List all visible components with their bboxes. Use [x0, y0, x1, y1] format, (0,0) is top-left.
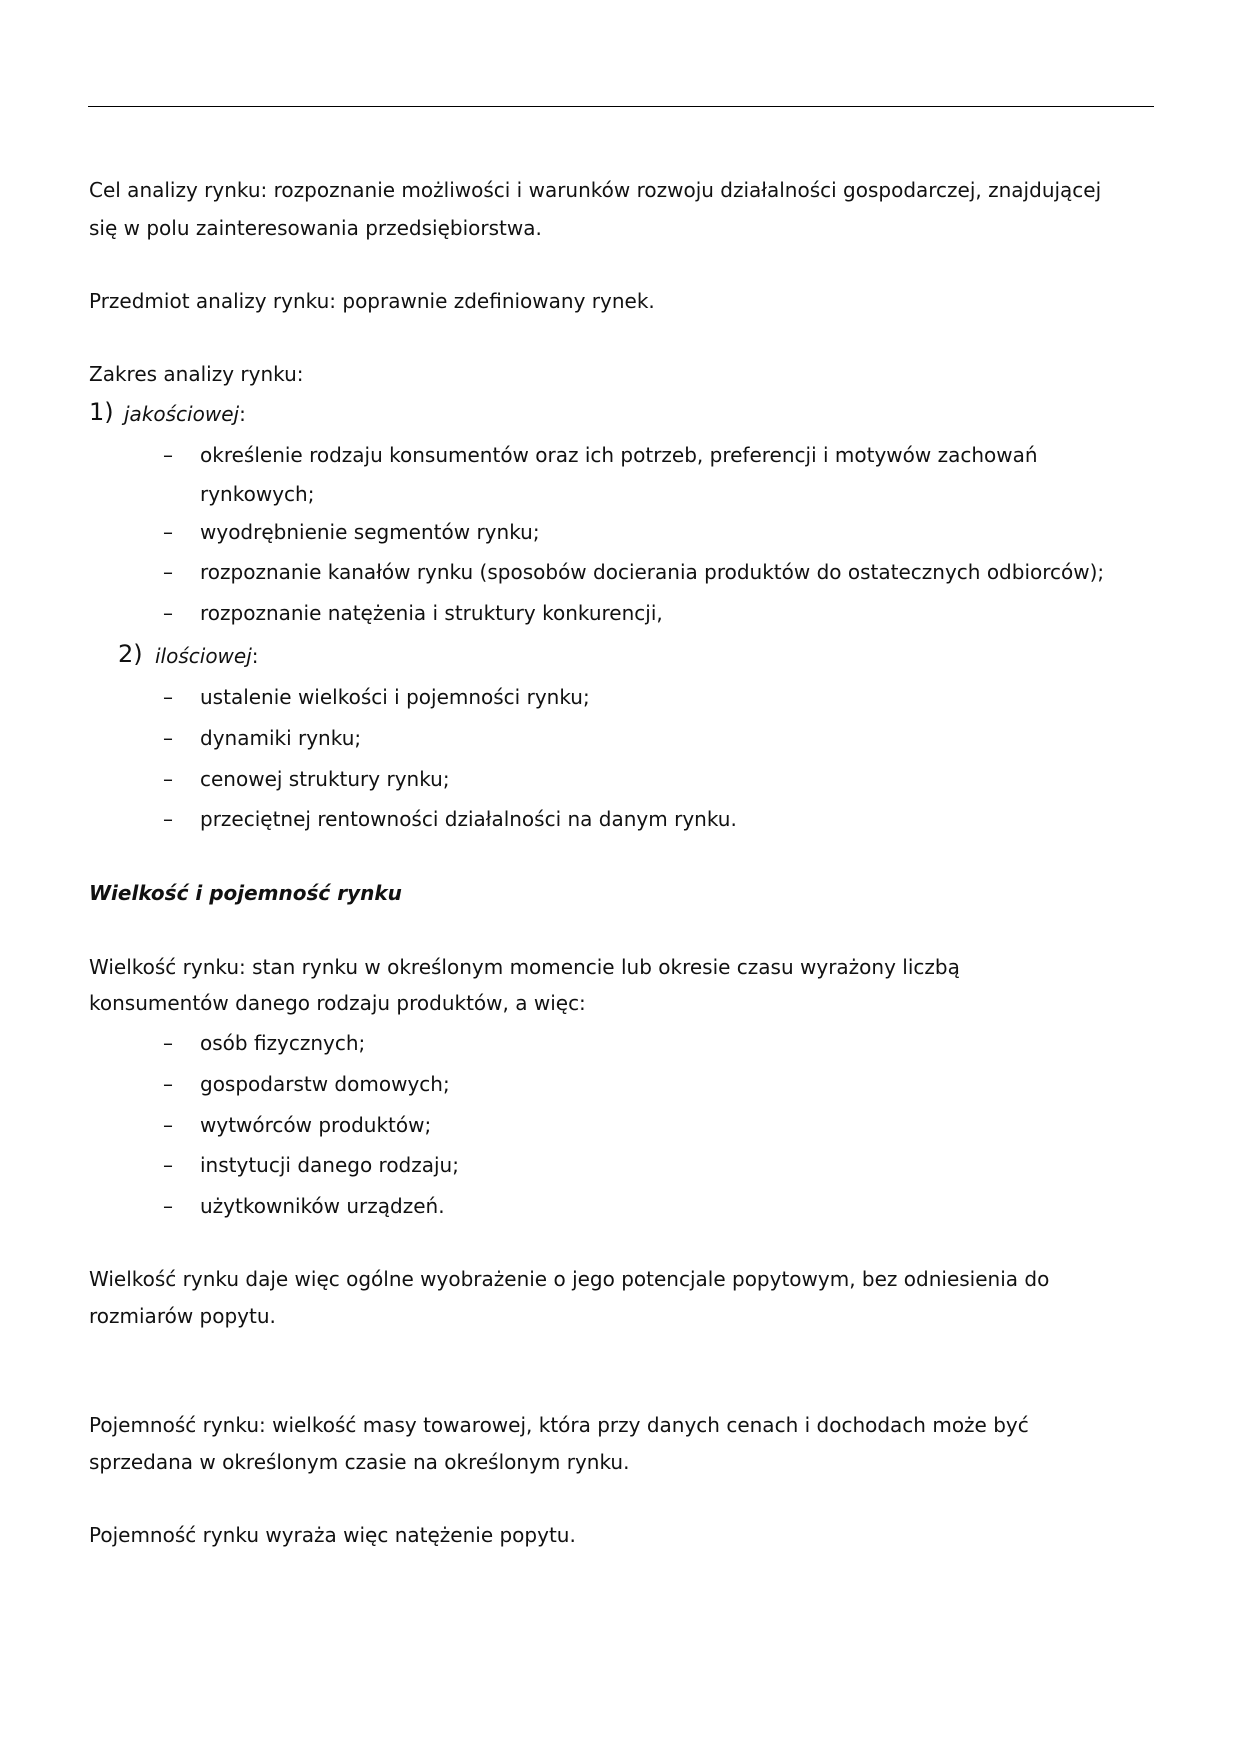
- list-item: cenowej struktury rynku;: [200, 767, 450, 791]
- list-number-1: 1): [89, 398, 114, 426]
- list-item: wytwórców produktów;: [200, 1113, 432, 1137]
- subject-line: Przedmiot analizy rynku: poprawnie zdefiniowany rynek.: [89, 289, 655, 313]
- bullet-dash: –: [163, 1072, 173, 1096]
- bullet-dash: –: [163, 443, 173, 467]
- bullet-dash: –: [163, 1153, 173, 1177]
- bullet-dash: –: [163, 726, 173, 750]
- market-size-definition-line-2: konsumentów danego rodzaju produktów, a więc:: [89, 991, 586, 1015]
- list-item: dynamiki rynku;: [200, 726, 362, 750]
- quantitative-suffix: :: [251, 644, 259, 668]
- list-item: rozpoznanie kanałów rynku (sposobów docierania produktów do ostatecznych odbiorców);: [200, 560, 1105, 584]
- bullet-dash: –: [163, 767, 173, 791]
- market-capacity-definition-line-2: sprzedana w określonym czasie na określonym rynku.: [89, 1450, 630, 1474]
- list-item-continuation: rynkowych;: [200, 482, 315, 506]
- list-item: gospodarstw domowych;: [200, 1072, 450, 1096]
- list-item: ustalenie wielkości i pojemności rynku;: [200, 685, 590, 709]
- quantitative-label: ilościowej: [155, 644, 252, 668]
- list-item: instytucji danego rodzaju;: [200, 1153, 459, 1177]
- market-size-definition-line-1: Wielkość rynku: stan rynku w określonym momencie lub okresie czasu wyrażony liczbą: [89, 955, 960, 979]
- bullet-dash: –: [163, 1194, 173, 1218]
- market-size-summary-line-1: Wielkość rynku daje więc ogólne wyobrażenie o jego potencjale popytowym, bez odniesienia do: [89, 1267, 1050, 1291]
- goal-line-2: się w polu zainteresowania przedsiębiorstwa.: [89, 216, 542, 240]
- list-item: określenie rodzaju konsumentów oraz ich potrzeb, preferencji i motywów zachowań: [200, 443, 1038, 467]
- market-capacity-definition-line-1: Pojemność rynku: wielkość masy towarowej, która przy danych cenach i dochodach może być: [89, 1413, 1029, 1437]
- bullet-dash: –: [163, 560, 173, 584]
- bullet-dash: –: [163, 807, 173, 831]
- bullet-dash: –: [163, 601, 173, 625]
- qualitative-label-row: [124, 396, 246, 432]
- quantitative-label-row: [155, 638, 259, 674]
- list-number-2: 2): [118, 640, 143, 668]
- list-item: wyodrębnienie segmentów rynku;: [200, 520, 540, 544]
- qualitative-suffix: :: [239, 402, 246, 426]
- list-item: rozpoznanie natężenia i struktury konkurencji,: [200, 601, 663, 625]
- bullet-dash: –: [163, 1031, 173, 1055]
- bullet-dash: –: [163, 520, 173, 544]
- market-capacity-summary: Pojemność rynku wyraża więc natężenie popytu.: [89, 1523, 576, 1547]
- list-item: przeciętnej rentowności działalności na danym rynku.: [200, 807, 737, 831]
- market-size-summary-line-2: rozmiarów popytu.: [89, 1304, 276, 1328]
- goal-line-1: Cel analizy rynku: rozpoznanie możliwości i warunków rozwoju działalności gospodarczej, znajdującej: [89, 178, 1102, 202]
- qualitative-label: jakościowej: [124, 402, 240, 426]
- list-item: użytkowników urządzeń.: [200, 1194, 445, 1218]
- section-heading: Wielkość i pojemność rynku: [89, 881, 402, 905]
- bullet-dash: –: [163, 1113, 173, 1137]
- scope-heading: Zakres analizy rynku:: [89, 362, 304, 386]
- list-item: osób fizycznych;: [200, 1031, 366, 1055]
- bullet-dash: –: [163, 685, 173, 709]
- header-rule: [88, 106, 1154, 107]
